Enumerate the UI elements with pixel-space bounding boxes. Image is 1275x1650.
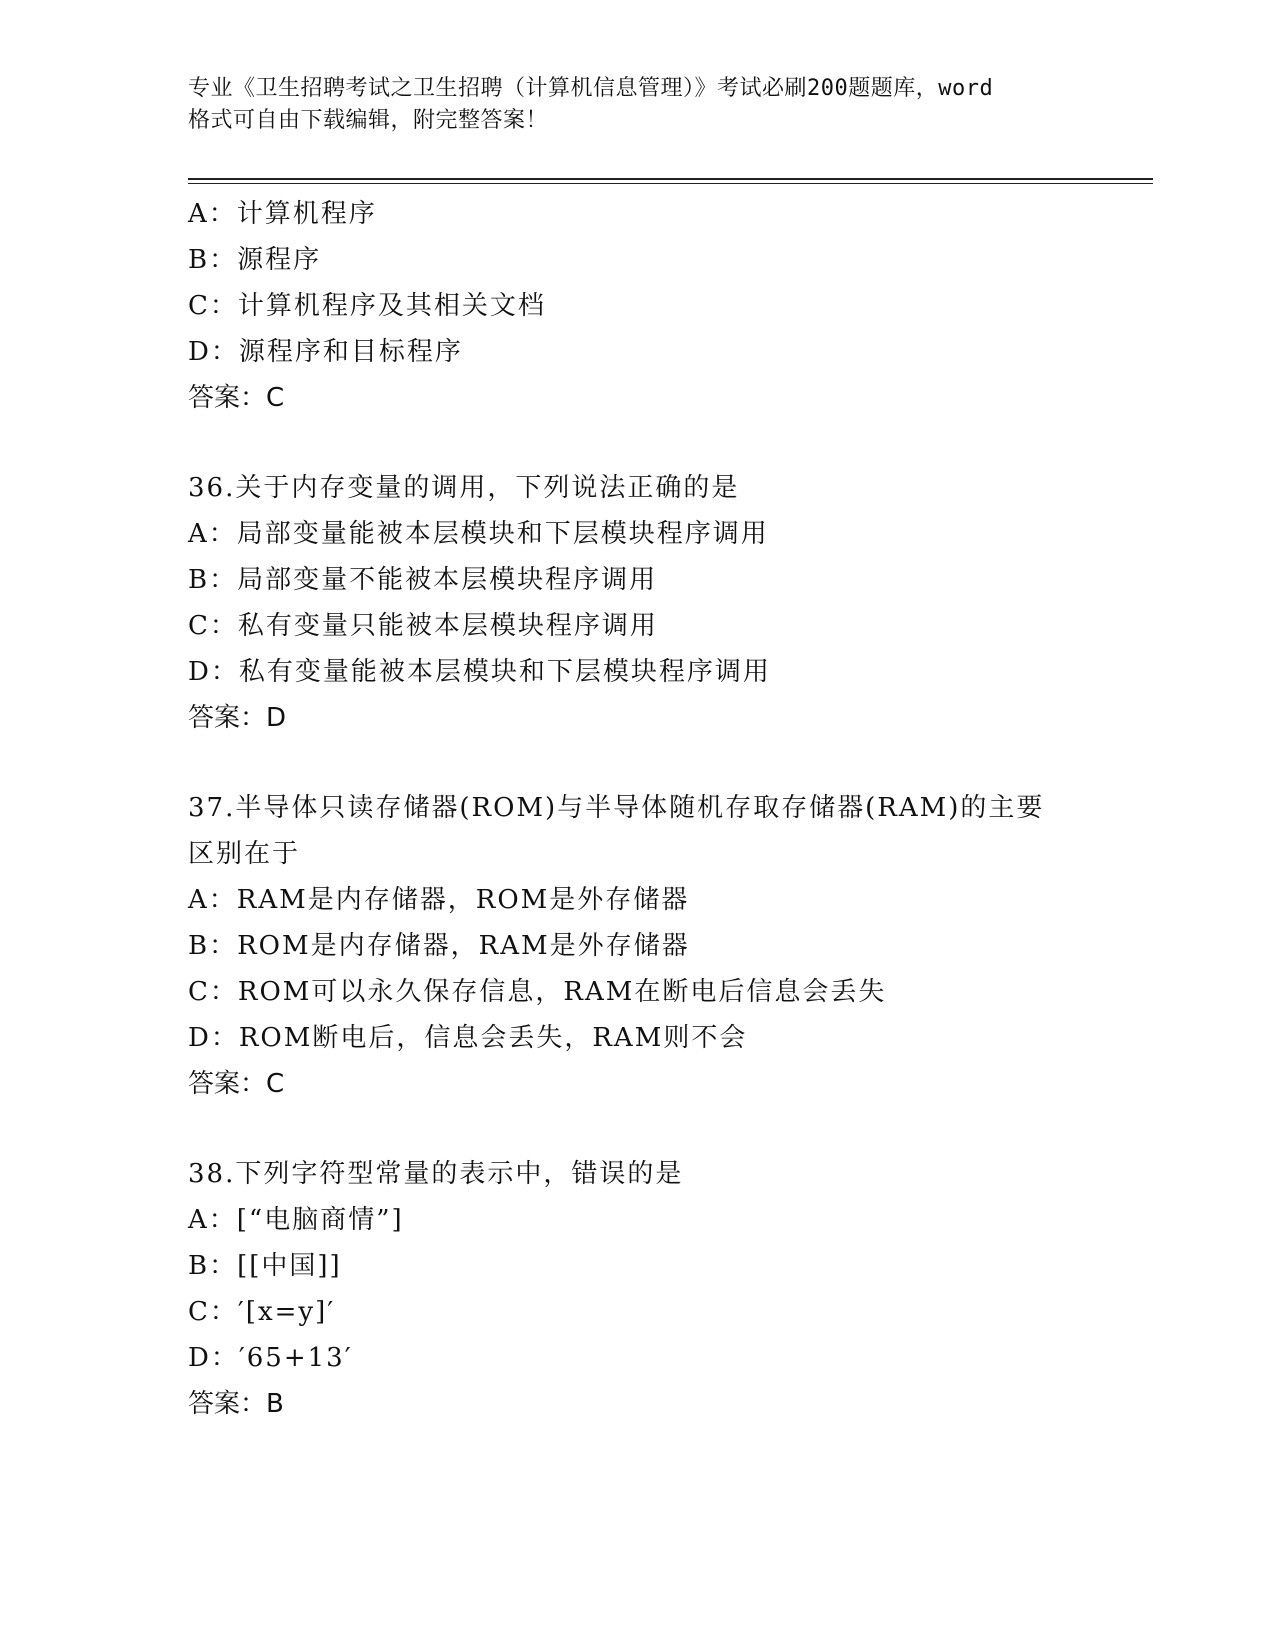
- option-c: C：私有变量只能被本层模块程序调用: [188, 611, 658, 641]
- option-a: A：计算机程序: [188, 199, 377, 229]
- question-list: [188, 191, 1118, 1471]
- question-block: [188, 191, 1118, 421]
- option-c: C：′[x=y]′: [188, 1297, 336, 1327]
- option-a: A：[“电脑商情”]: [188, 1205, 404, 1235]
- header-line-1: 专业《卫生招聘考试之卫生招聘（计算机信息管理）》考试必刷200题题库，word: [188, 76, 994, 101]
- answer-line: 答案：B: [188, 1389, 284, 1419]
- question-text: 36.关于内存变量的调用，下列说法正确的是: [188, 473, 740, 503]
- option-d: D：私有变量能被本层模块和下层模块程序调用: [188, 657, 771, 687]
- question-text: 37.半导体只读存储器(ROM)与半导体随机存取存储器(RAM)的主要区别在于: [188, 793, 1045, 869]
- question-text: 38.下列字符型常量的表示中，错误的是: [188, 1159, 684, 1189]
- option-b: B：[[中国]]: [188, 1251, 342, 1281]
- option-a: A：RAM是内存储器，ROM是外存储器: [188, 885, 690, 915]
- option-d: D：ROM断电后，信息会丢失，RAM则不会: [188, 1023, 748, 1053]
- option-d: D：源程序和目标程序: [188, 337, 463, 367]
- answer-line: 答案：D: [188, 703, 287, 733]
- answer-line: 答案：C: [188, 383, 285, 413]
- option-b: B：局部变量不能被本层模块程序调用: [188, 565, 658, 595]
- option-a: A：局部变量能被本层模块和下层模块程序调用: [188, 519, 769, 549]
- header-rule-thick: [188, 178, 1153, 180]
- option-b: B：源程序: [188, 245, 322, 275]
- header-line-2: 格式可自由下载编辑，附完整答案！: [188, 108, 549, 133]
- option-c: C：ROM可以永久保存信息，RAM在断电后信息会丢失: [188, 977, 887, 1007]
- option-b: B：ROM是内存储器，RAM是外存储器: [188, 931, 690, 961]
- question-block: [188, 785, 1118, 1107]
- option-d: D：′65+13′: [188, 1343, 353, 1373]
- answer-line: 答案：C: [188, 1069, 285, 1099]
- question-block: [188, 465, 1118, 741]
- header-rule-thin: [188, 183, 1153, 184]
- option-c: C：计算机程序及其相关文档: [188, 291, 546, 321]
- question-block: [188, 1151, 1118, 1427]
- document-header: [188, 73, 1088, 137]
